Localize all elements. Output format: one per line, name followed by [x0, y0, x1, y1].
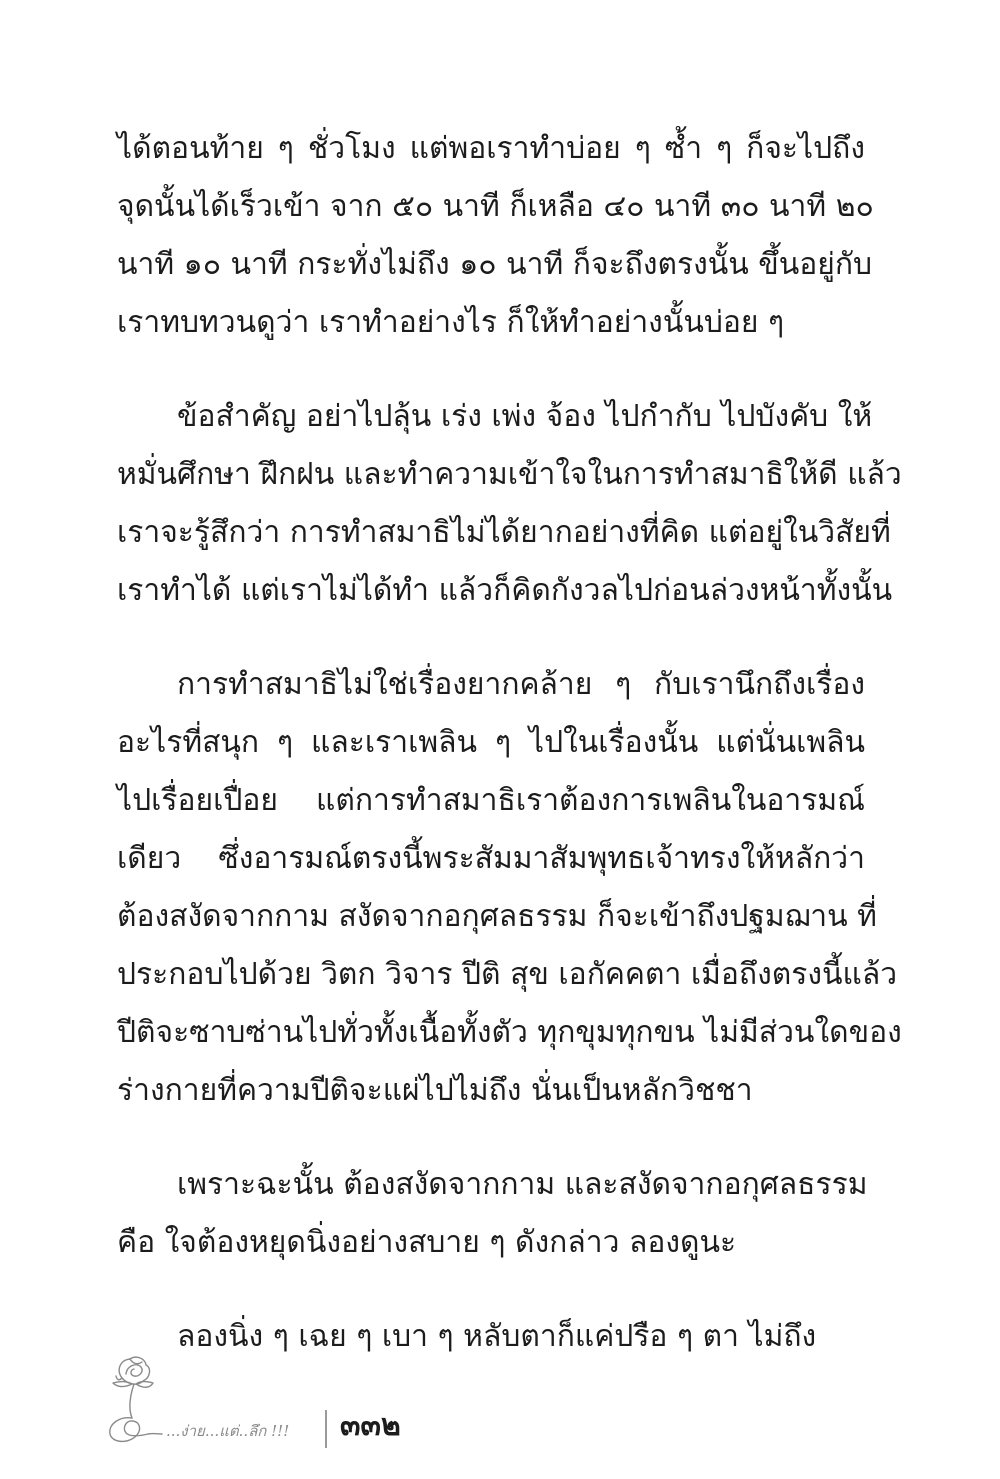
text-line: นาที ๑๐ นาที กระทั่งไม่ถึง ๑๐ นาที ก็จะถึงตรงนั้น ขึ้นอยู่กับ [117, 247, 873, 282]
text-line: คือ ใจต้องหยุดนิ่งอย่างสบาย ๆ ดังกล่าว ลองดูนะ [117, 1225, 737, 1260]
page-footer [100, 1350, 400, 1450]
text-line: ข้อสำคัญ อย่าไปลุ้น เร่ง เพ่ง จ้อง ไปกำกับ ไปบังคับ ให้ [177, 399, 873, 434]
rose-signature-logo-icon [100, 1350, 325, 1450]
text-line: การทำสมาธิไม่ใช่เรื่องยากคล้าย ๆ กับเรานึกถึงเรื่อง [177, 667, 865, 702]
text-line: ปีติจะซาบซ่านไปทั่วทั้งเนื้อทั้งตัว ทุกขุมทุกขน ไม่มีส่วนใดของ [117, 1015, 902, 1050]
text-line: เพราะฉะนั้น ต้องสงัดจากกาม และสงัดจากอกุศลธรรม [177, 1167, 868, 1202]
paragraph-1 [117, 120, 874, 352]
text-line: ลองนิ่ง ๆ เฉย ๆ เบา ๆ หลับตาก็แค่ปรือ ๆ ตา ไม่ถึง [177, 1319, 817, 1354]
page-number: ๓๓๒ [340, 1408, 401, 1443]
text-line: ได้ตอนท้าย ๆ ชั่วโมง แต่พอเราทำบ่อย ๆ ซ้ำ ๆ ก็จะไปถึง [117, 131, 865, 166]
paragraph-2 [117, 388, 902, 620]
text-line: จุดนั้นได้เร็วเข้า จาก ๕๐ นาที ก็เหลือ ๔๐ นาที ๓๐ นาที ๒๐ [117, 189, 874, 224]
paragraph-3 [117, 656, 902, 1120]
text-line: เราทบทวนดูว่า เราทำอย่างไร ก็ให้ทำอย่างนั้นบ่อย ๆ [117, 305, 785, 340]
footer-divider [325, 1410, 327, 1448]
text-line: ต้องสงัดจากกาม สงัดจากอกุศลธรรม ก็จะเข้าถึงปฐมฌาน ที่ [117, 899, 877, 934]
text-line: อะไรที่สนุก ๆ และเราเพลิน ๆ ไปในเรื่องนั้น แต่นั่นเพลิน [117, 725, 865, 760]
text-line: ร่างกายที่ความปีติจะแผ่ไปไม่ถึง นั่นเป็นหลักวิชชา [117, 1073, 753, 1108]
text-line: เดียว ซึ่งอารมณ์ตรงนี้พระสัมมาสัมพุทธเจ้าทรงให้หลักว่า [117, 841, 865, 876]
text-line: เราทำได้ แต่เราไม่ได้ทำ แล้วก็คิดกังวลไปก่อนล่วงหน้าทั้งนั้น [117, 573, 893, 608]
text-line: เราจะรู้สึกว่า การทำสมาธิไม่ได้ยากอย่างที่คิด แต่อยู่ในวิสัยที่ [117, 515, 891, 550]
paragraph-4 [117, 1156, 868, 1272]
page-body [117, 120, 902, 1366]
text-line: ไปเรื่อยเปื่อย แต่การทำสมาธิเราต้องการเพลินในอารมณ์ [117, 783, 865, 818]
text-line: หมั่นศึกษา ฝึกฝน และทำความเข้าใจในการทำสมาธิให้ดี แล้ว [117, 457, 902, 492]
text-line: ประกอบไปด้วย วิตก วิจาร ปีติ สุข เอกัคคตา เมื่อถึงตรงนี้แล้ว [117, 957, 898, 992]
logo-script-text: ...ง่าย...แต่..ลึก !!! [166, 1422, 290, 1440]
